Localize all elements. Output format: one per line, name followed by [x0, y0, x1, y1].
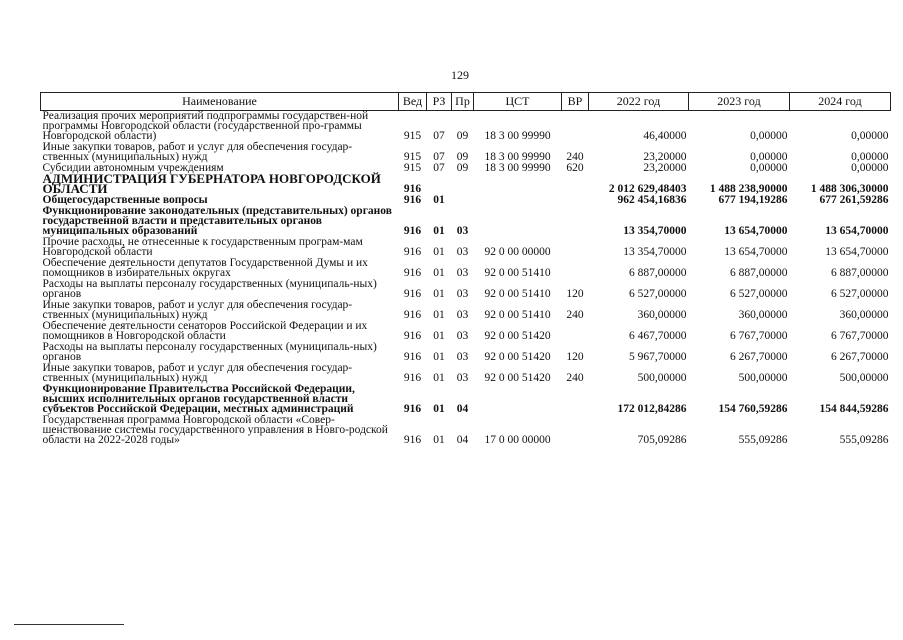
table-row: [41, 300, 891, 321]
cell-rz: 07: [433, 151, 445, 163]
cell-y2024: 154 844,59286: [819, 403, 889, 415]
cell-pr: [452, 174, 474, 195]
cell-y2022: 2 012 629,48403: [608, 183, 687, 195]
table-row: [41, 279, 891, 300]
cell-name: Расходы на выплаты персоналу государственных (муниципаль-ных) органов: [42, 341, 377, 363]
cell-cst: [474, 384, 562, 415]
cell-name: Реализация прочих мероприятий подпрограммы государствен-ной программы Новгородской области (государственной про-граммы Новгородской области): [42, 110, 369, 142]
cell-y2024: 0,00000: [851, 130, 889, 142]
cell-rz: 07: [433, 162, 445, 174]
cell-y2024: 13 654,70000: [825, 246, 889, 258]
cell-vr: 240: [566, 151, 584, 163]
cell-rz: 01: [433, 434, 445, 446]
cell-rz: 01: [433, 267, 445, 279]
cell-name: Расходы на выплаты персоналу государственных (муниципаль-ных) органов: [42, 278, 377, 300]
cell-vr: 120: [566, 351, 584, 363]
cell-ved: 916: [403, 288, 422, 300]
cell-y2022: 705,09286: [637, 434, 687, 446]
cell-name: Субсидии автономным учреждениям: [42, 162, 224, 174]
header-vr: ВР: [562, 93, 589, 111]
cell-pr: 03: [456, 267, 469, 279]
cell-y2022: 13 354,70000: [623, 246, 687, 258]
header-2023: 2023 год: [689, 93, 790, 111]
cell-vr: [562, 415, 589, 446]
table-row: [41, 363, 891, 384]
cell-y2023: 6 887,00000: [730, 267, 788, 279]
cell-rz: 01: [433, 403, 445, 415]
cell-y2022: 23,20000: [643, 151, 687, 163]
cell-cst: 17 0 00 00000: [484, 434, 551, 446]
cell-rz: 01: [433, 225, 445, 237]
cell-rz: 01: [433, 309, 445, 321]
cell-vr: [562, 174, 589, 195]
cell-y2023: 360,00000: [738, 309, 788, 321]
cell-vr: 620: [566, 162, 584, 174]
table-header-row: [41, 93, 891, 111]
cell-y2023: 555,09286: [738, 434, 788, 446]
cell-ved: 916: [403, 403, 422, 415]
cell-pr: 03: [456, 288, 469, 300]
cell-y2022: 13 354,70000: [623, 225, 687, 237]
cell-y2022: 5 967,70000: [629, 351, 687, 363]
cell-cst: [474, 195, 562, 206]
cell-pr: 04: [456, 434, 469, 446]
page-number: 129: [451, 68, 469, 82]
cell-vr: [562, 111, 589, 143]
cell-y2024: 13 654,70000: [825, 225, 889, 237]
cell-y2024: 6 767,70000: [831, 330, 889, 342]
cell-name: Обеспечение деятельности депутатов Государственной Думы и их помощников в избирательных округах: [42, 257, 368, 279]
cell-y2023: 13 654,70000: [724, 225, 788, 237]
cell-y2023: 6 767,70000: [730, 330, 788, 342]
header-pr: Пр: [452, 93, 474, 111]
cell-y2022: 500,00000: [637, 372, 687, 384]
cell-y2024: 677 261,59286: [819, 194, 889, 206]
cell-y2024: 555,09286: [839, 434, 889, 446]
cell-y2022: 6 527,00000: [629, 288, 687, 300]
header-cst: ЦСТ: [474, 93, 562, 111]
cell-rz: 01: [433, 288, 445, 300]
cell-y2023: 6 267,70000: [730, 351, 788, 363]
cell-vr: [562, 384, 589, 415]
cell-name: Прочие расходы, не отнесенные к государственным програм-мам Новгородской области: [42, 236, 363, 258]
cell-y2024: 6 887,00000: [831, 267, 889, 279]
cell-name: Иные закупки товаров, работ и услуг для обеспечения государ-ственных (муниципальных) нужд: [42, 141, 353, 163]
cell-y2022: 360,00000: [637, 309, 687, 321]
header-2024: 2024 год: [790, 93, 891, 111]
table-row: [41, 342, 891, 363]
cell-vr: [562, 206, 589, 237]
cell-vr: 240: [566, 309, 584, 321]
cell-vr: [562, 321, 589, 342]
cell-pr: 09: [456, 151, 469, 163]
cell-ved: 915: [403, 151, 422, 163]
table-row: [41, 237, 891, 258]
cell-rz: 01: [433, 330, 445, 342]
cell-y2024: 1 488 306,30000: [810, 183, 889, 195]
cell-cst: 92 0 00 51420: [484, 351, 551, 363]
cell-pr: 03: [456, 246, 469, 258]
cell-cst: 92 0 00 51410: [484, 288, 551, 300]
cell-y2023: 677 194,19286: [718, 194, 788, 206]
cell-y2023: 1 488 238,90000: [709, 183, 788, 195]
cell-y2024: 360,00000: [839, 309, 889, 321]
table-row: [41, 111, 891, 143]
header-rz: РЗ: [427, 93, 452, 111]
cell-y2023: 500,00000: [738, 372, 788, 384]
table-row: [41, 206, 891, 237]
cell-cst: 18 3 00 99990: [484, 162, 551, 174]
cell-ved: 916: [403, 267, 422, 279]
cell-rz: 01: [433, 351, 445, 363]
table-row: [41, 415, 891, 446]
cell-rz: 01: [433, 246, 445, 258]
header-2022: 2022 год: [589, 93, 689, 111]
cell-ved: 916: [403, 309, 422, 321]
cell-pr: 09: [456, 130, 469, 142]
header-ved: Вед: [399, 93, 427, 111]
cell-vr: [562, 237, 589, 258]
cell-ved: 916: [403, 183, 422, 195]
cell-y2022: 46,40000: [643, 130, 687, 142]
cell-y2024: 6 267,70000: [831, 351, 889, 363]
cell-vr: 240: [566, 372, 584, 384]
cell-name: АДМИНИСТРАЦИЯ ГУБЕРНАТОРА НОВГОРОДСКОЙ ОБЛАСТИ: [42, 171, 381, 196]
cell-name: Обеспечение деятельности сенаторов Российской Федерации и их помощников в Новгородской области: [42, 320, 368, 342]
cell-cst: 92 0 00 51420: [484, 330, 551, 342]
cell-cst: 92 0 00 51410: [484, 267, 551, 279]
cell-rz: 01: [433, 372, 445, 384]
cell-y2024: 0,00000: [851, 162, 889, 174]
cell-cst: 92 0 00 51420: [484, 372, 551, 384]
cell-y2024: 0,00000: [851, 151, 889, 163]
cell-ved: 915: [403, 130, 422, 142]
cell-y2024: 500,00000: [839, 372, 889, 384]
table-row: [41, 321, 891, 342]
cell-ved: 916: [403, 330, 422, 342]
cell-pr: 09: [456, 162, 469, 174]
cell-vr: [562, 195, 589, 206]
budget-table: [40, 92, 891, 446]
table-row: [41, 384, 891, 415]
footnote-divider: [14, 624, 124, 625]
header-name: Наименование: [41, 93, 399, 111]
cell-y2023: 6 527,00000: [730, 288, 788, 300]
cell-rz: 07: [433, 130, 445, 142]
cell-cst: [474, 206, 562, 237]
cell-y2022: 172 012,84286: [617, 403, 687, 415]
cell-ved: 916: [403, 434, 422, 446]
cell-cst: [474, 174, 562, 195]
cell-rz: [427, 174, 452, 195]
table-row: [41, 174, 891, 195]
cell-name: Функционирование законодательных (представительных) органов государственной власти и представительных органов муниципальных образований: [42, 205, 392, 237]
cell-pr: 03: [456, 309, 469, 321]
cell-cst: 18 3 00 99990: [484, 130, 551, 142]
cell-name: Иные закупки товаров, работ и услуг для обеспечения государ-ственных (муниципальных) нужд: [42, 299, 353, 321]
cell-y2023: 0,00000: [750, 162, 788, 174]
cell-y2022: 23,20000: [643, 162, 687, 174]
cell-ved: 916: [403, 351, 422, 363]
table-row: [41, 142, 891, 163]
cell-ved: 916: [403, 225, 422, 237]
cell-cst: 92 0 00 51410: [484, 309, 551, 321]
cell-rz: 01: [433, 194, 445, 206]
cell-pr: 03: [456, 225, 469, 237]
table-row: [41, 258, 891, 279]
cell-name: Общегосударственные вопросы: [42, 194, 208, 206]
cell-name: Функционирование Правительства Российской Федерации, высших исполнительных органов государственной власти субъектов Российской Федерации, местных администраций: [42, 383, 355, 415]
cell-ved: 916: [403, 372, 422, 384]
cell-name: Иные закупки товаров, работ и услуг для обеспечения государ-ственных (муниципальных) нужд: [42, 362, 353, 384]
cell-pr: 03: [456, 372, 469, 384]
cell-ved: 916: [403, 194, 422, 206]
cell-pr: 03: [456, 330, 469, 342]
cell-y2023: 0,00000: [750, 130, 788, 142]
cell-pr: [452, 195, 474, 206]
cell-vr: 120: [566, 288, 584, 300]
cell-y2022: 6 467,70000: [629, 330, 687, 342]
cell-y2022: 6 887,00000: [629, 267, 687, 279]
cell-cst: 92 0 00 00000: [484, 246, 551, 258]
cell-ved: 916: [403, 246, 422, 258]
cell-y2023: 0,00000: [750, 151, 788, 163]
cell-ved: 915: [403, 162, 422, 174]
cell-y2023: 154 760,59286: [718, 403, 788, 415]
cell-name: Государственная программа Новгородской области «Совер-шенствование системы государственного управления в Новго-родской области на 2022-2028 годы»: [42, 414, 388, 446]
cell-y2023: 13 654,70000: [724, 246, 788, 258]
cell-y2022: 962 454,16836: [617, 194, 687, 206]
table-body: [41, 111, 891, 447]
cell-y2024: 6 527,00000: [831, 288, 889, 300]
cell-pr: 03: [456, 351, 469, 363]
cell-vr: [562, 258, 589, 279]
cell-cst: 18 3 00 99990: [484, 151, 551, 163]
cell-pr: 04: [456, 403, 469, 415]
